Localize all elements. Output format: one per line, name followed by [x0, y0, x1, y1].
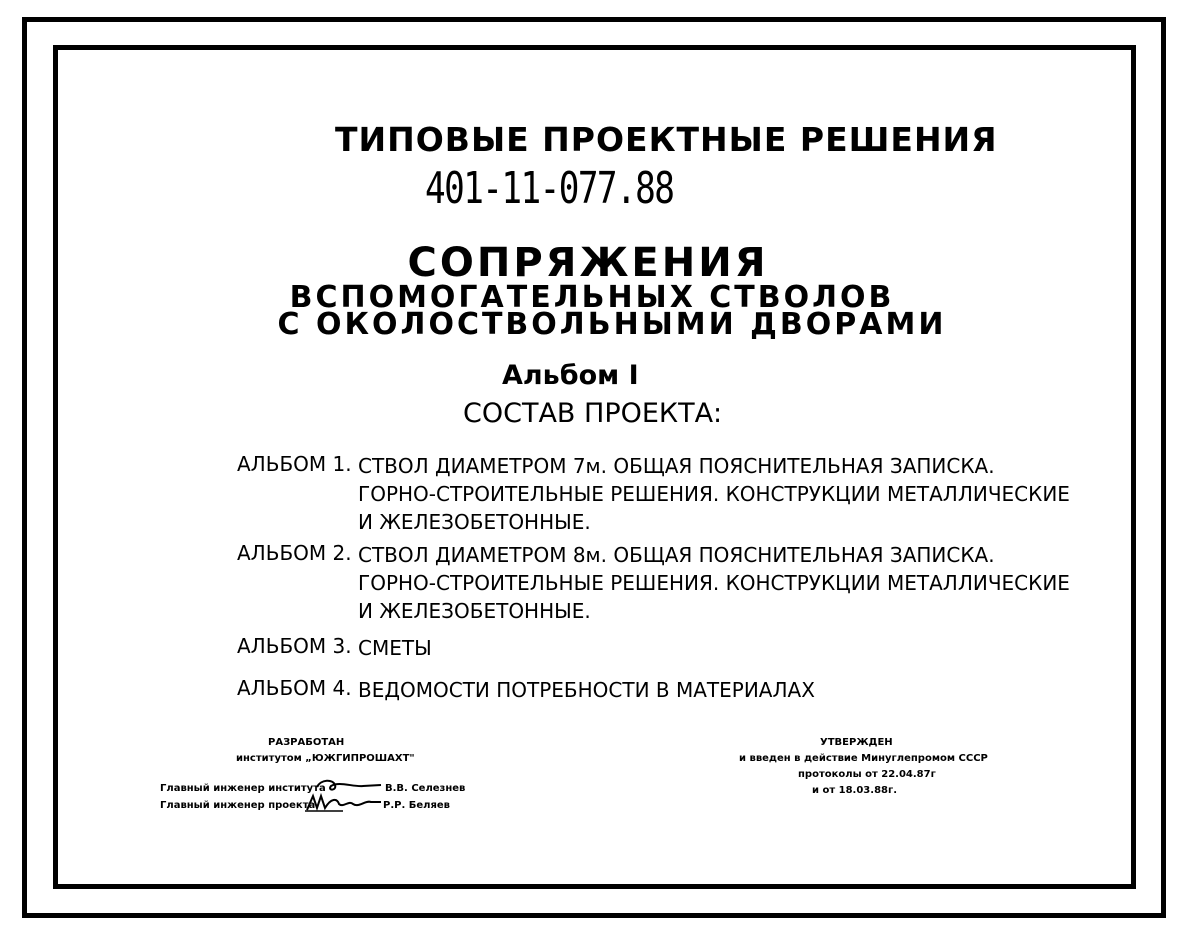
developed-heading: РАЗРАБОТАН	[268, 737, 345, 748]
album-2-label: АЛЬБОМ 2.	[237, 541, 352, 565]
title-line-1: СОПРЯЖЕНИЯ	[407, 240, 769, 286]
chief-institute-role: Главный инженер института	[160, 783, 326, 794]
developed-institute: институтом „ЮЖГИПРОШАХТ"	[236, 753, 415, 764]
album-1-label: АЛЬБОМ 1.	[237, 452, 352, 476]
title-line-3: С ОКОЛОСТВОЛЬНЫМИ ДВОРАМИ	[277, 307, 947, 342]
album-2-line-3: И ЖЕЛЕЗОБЕТОННЫЕ.	[358, 599, 591, 623]
approved-line-2: и введен в действие Минуглепромом СССР	[739, 753, 988, 764]
chief-institute-name: В.В. Селезнев	[385, 783, 466, 794]
approved-heading: УТВЕРЖДЕН	[820, 737, 893, 748]
chief-project-role: Главный инженер проекта	[160, 800, 316, 811]
title-line-2: ВСПОМОГАТЕЛЬНЫХ СТВОЛОВ	[289, 280, 895, 315]
album-4-label: АЛЬБОМ 4.	[237, 676, 352, 700]
album-4-desc	[358, 676, 815, 704]
contents-heading: СОСТАВ ПРОЕКТА:	[463, 398, 723, 429]
chief-project-name: Р.Р. Беляев	[383, 800, 450, 811]
album-4-line-1: ВЕДОМОСТИ ПОТРЕБНОСТИ В МАТЕРИАЛАХ	[358, 678, 815, 702]
series-number: 401-11-077.88	[425, 163, 674, 214]
album-2-line-2: ГОРНО-СТРОИТЕЛЬНЫЕ РЕШЕНИЯ. КОНСТРУКЦИИ МЕТАЛЛИЧЕСКИЕ	[358, 571, 1070, 595]
approved-line-3: протоколы от 22.04.87г	[798, 769, 936, 780]
album-3-label: АЛЬБОМ 3.	[237, 634, 352, 658]
album-1-line-1: СТВОЛ ДИАМЕТРОМ 7м. ОБЩАЯ ПОЯСНИТЕЛЬНАЯ ЗАПИСКА.	[358, 454, 995, 478]
album-label: Альбом I	[502, 360, 639, 391]
album-3-desc	[358, 634, 432, 662]
approved-line-4: и от 18.03.88г.	[812, 785, 898, 796]
album-1-line-3: И ЖЕЛЕЗОБЕТОННЫЕ.	[358, 510, 591, 534]
album-1-desc	[358, 452, 1070, 536]
album-2-line-1: СТВОЛ ДИАМЕТРОМ 8м. ОБЩАЯ ПОЯСНИТЕЛЬНАЯ ЗАПИСКА.	[358, 543, 995, 567]
signature-2-icon	[303, 792, 383, 814]
album-2-desc	[358, 541, 1070, 625]
album-1-line-2: ГОРНО-СТРОИТЕЛЬНЫЕ РЕШЕНИЯ. КОНСТРУКЦИИ МЕТАЛЛИЧЕСКИЕ	[358, 482, 1070, 506]
series-title: ТИПОВЫЕ ПРОЕКТНЫЕ РЕШЕНИЯ	[335, 120, 998, 159]
album-3-line-1: СМЕТЫ	[358, 636, 432, 660]
